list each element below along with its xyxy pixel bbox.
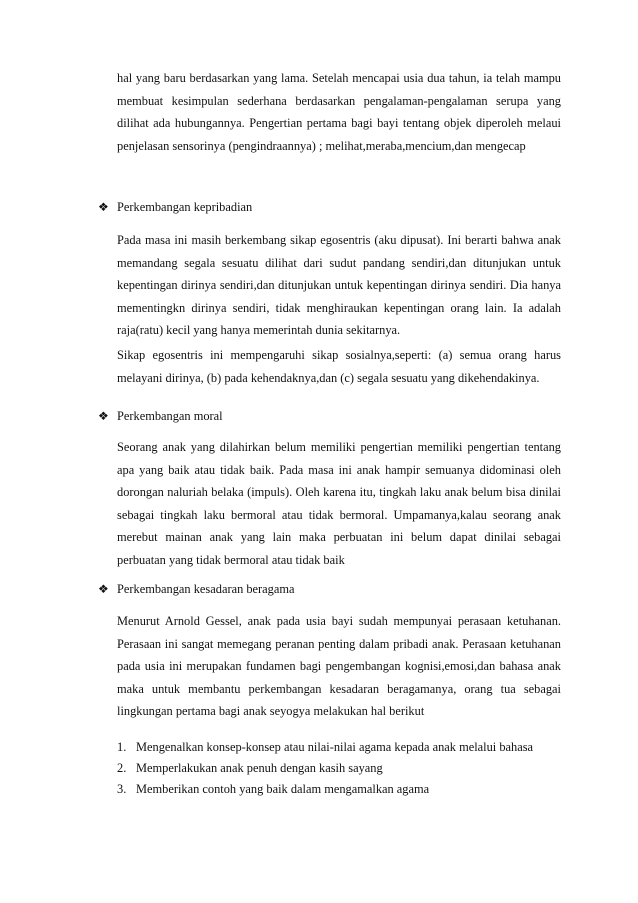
diamond-bullet-icon: ❖ [98,582,109,596]
list-text: Memberikan contoh yang baik dalam mengamalkan agama [136,782,430,796]
paragraph-sikap-sosial: Sikap egosentris ini mempengaruhi sikap sosialnya,seperti: (a) semua orang harus melayani dirinya, (b) pada kehendaknya,dan (c) segala sesuatu yang dikehendakinya. [117,348,561,385]
paragraph-kesadaran-beragama: Menurut Arnold Gessel, anak pada usia bayi sudah mempunyai perasaan ketuhanan. Perasaan ini sangat memegang peranan penting dalam pribadi anak. Perasaan ketuhanan pada usia ini merupakan fundamen bagi pengembangan kognisi,emosi,dan bahasa anak maka untuk membantu perkembangan kesadaran beragamanya, orang tua sebagai lingkungan pertama bagi anak seyogya melakukan hal berikut [117,614,561,719]
heading-perkembangan-kepribadian [98,198,568,216]
heading-perkembangan-moral [98,407,568,425]
list-number: 3. [117,782,127,796]
paragraph-sensory-intro: hal yang baru berdasarkan yang lama. Setelah mencapai usia dua tahun, ia telah mampu membuat kesimpulan sederhana berdasarkan pengalaman-pengalaman serupa yang dilihat ada hubungannya. Pengertian pertama bagi bayi tentang objek diperoleh melaui penjelasan sensorinya (pengindraannya) ; melihat,meraba,mencium,dan mengecap [117,71,561,153]
diamond-bullet-icon: ❖ [98,200,109,214]
heading-text: Perkembangan moral [117,409,223,423]
diamond-bullet-icon: ❖ [98,409,109,423]
list-number: 1. [117,740,127,754]
paragraph-moral: Seorang anak yang dilahirkan belum memiliki pengertian memiliki pengertian tentang apa yang baik atau tidak baik. Pada masa ini anak hampir semuanya didominasi oleh dorongan naluriah belaka (impuls). Oleh karena itu, tingkah laku anak belum bisa dinilai sebagai tingkah laku bermoral atau tidak bermoral. Umpamanya,kalau seorang anak merebut mainan anak yang lain maka perbuatan ini belum dapat dinilai sebagai perbuatan yang tidak bermoral atau tidak baik [117,440,561,567]
heading-text: Perkembangan kesadaran beragama [117,582,295,596]
numbered-list [117,737,567,800]
list-number: 2. [117,761,127,775]
list-text: Mengenalkan konsep-konsep atau nilai-nilai agama kepada anak melalui bahasa [136,740,534,754]
heading-text: Perkembangan kepribadian [117,200,253,214]
list-item [117,758,567,779]
list-item [117,779,567,800]
heading-perkembangan-kesadaran-beragama [98,580,568,598]
list-text: Memperlakukan anak penuh dengan kasih sayang [136,761,383,775]
list-item [117,737,567,758]
paragraph-egosentris: Pada masa ini masih berkembang sikap egosentris (aku dipusat). Ini berarti bahwa anak memandang segala sesuatu dilihat dari sudut pandang sendiri,dan ditunjukan untuk kepentingan dirinya sendiri,dan ditunjukan untuk kepentingan dirinya sendiri. Dia hanya mementingkn dirinya sendiri, tidak menghiraukan kepentingan orang lain. Ia adalah raja(ratu) kecil yang hanya memerintah dunia sekitarnya. [117,233,561,338]
